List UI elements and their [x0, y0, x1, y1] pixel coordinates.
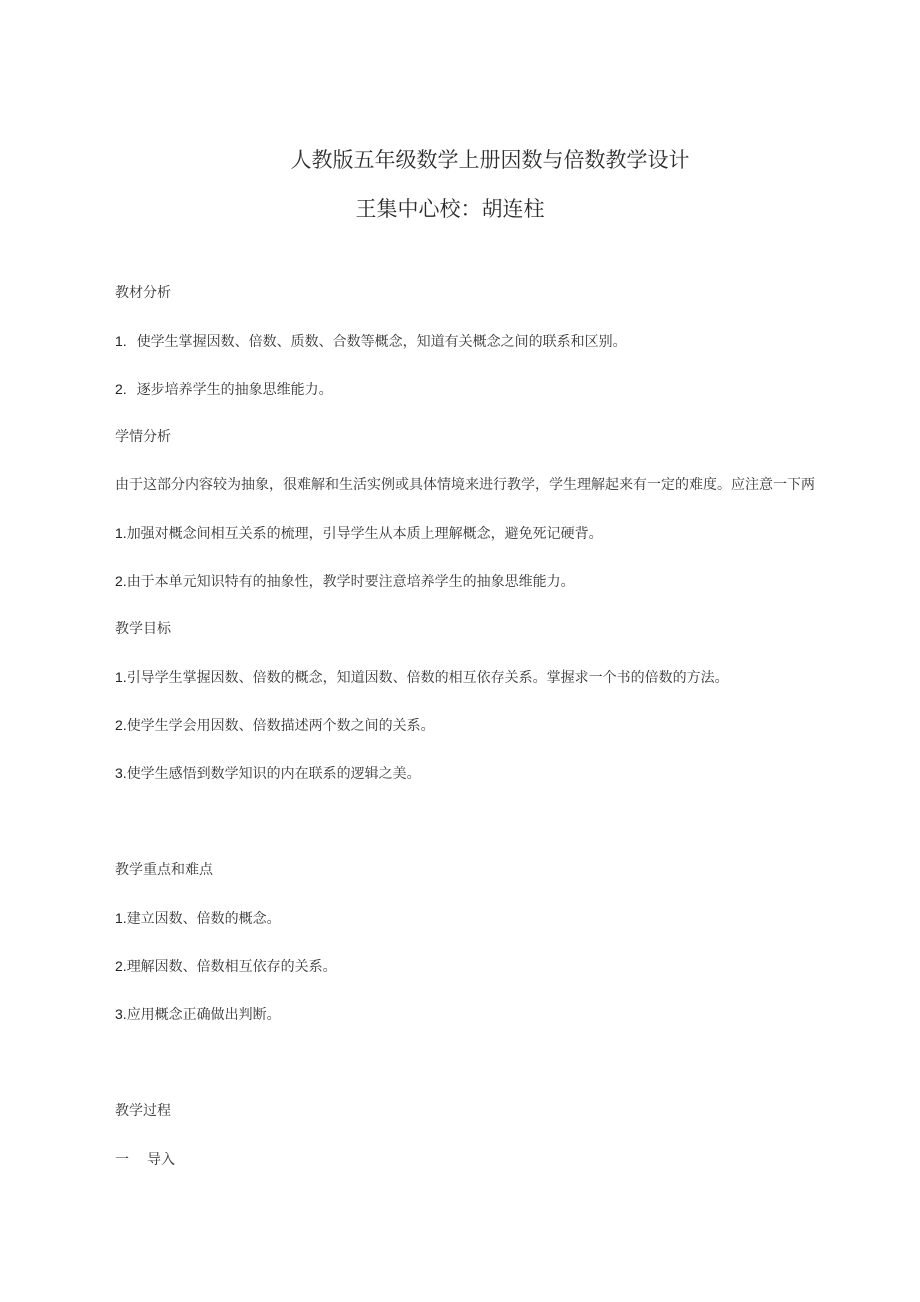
item-number: 2.	[115, 573, 127, 589]
section-heading-student: 学情分析	[115, 429, 171, 445]
item-number: 2.	[115, 381, 127, 397]
process-step	[115, 1150, 175, 1170]
document-title: 人教版五年级数学上册因数与倍数教学设计	[290, 148, 690, 172]
list-item	[115, 331, 627, 352]
list-item	[115, 571, 575, 592]
list-item	[115, 667, 729, 688]
item-number: 2.	[115, 958, 127, 974]
section-heading-material: 教材分析	[115, 285, 171, 301]
item-number: 1.	[115, 525, 127, 541]
item-number: 1.	[115, 910, 127, 926]
item-text: 使学生学会用因数、倍数描述两个数之间的关系。	[126, 718, 435, 734]
item-text: 使学生掌握因数、倍数、质数、合数等概念，知道有关概念之间的联系和区别。	[136, 334, 627, 350]
item-text: 加强对概念间相互关系的梳理，引导学生从本质上理解概念，避免死记硬背。	[126, 526, 603, 542]
item-text: 由于本单元知识特有的抽象性，教学时要注意培养学生的抽象思维能力。	[126, 574, 575, 590]
item-text: 理解因数、倍数相互依存的关系。	[126, 959, 337, 975]
list-item	[115, 1004, 281, 1025]
step-number: 一	[115, 1152, 129, 1168]
list-item	[115, 715, 435, 736]
section-heading-process: 教学过程	[115, 1103, 171, 1119]
item-number: 3.	[115, 765, 127, 781]
item-text: 使学生感悟到数学知识的内在联系的逻辑之美。	[126, 766, 421, 782]
item-text: 引导学生掌握因数、倍数的概念，知道因数、倍数的相互依存关系。掌握求一个书的倍数的方法。	[126, 670, 729, 686]
step-text: 导入	[147, 1152, 175, 1168]
document-author: 王集中心校：胡连柱	[355, 197, 545, 221]
item-number: 1.	[115, 333, 127, 349]
section-heading-goals: 教学目标	[115, 621, 171, 637]
item-number: 2.	[115, 717, 127, 733]
item-text: 逐步培养学生的抽象思维能力。	[136, 382, 333, 398]
list-item	[115, 379, 333, 400]
item-number: 1.	[115, 669, 127, 685]
paragraph: 由于这部分内容较为抽象，很难解和生活实例或具体情境来进行教学，学生理解起来有一定的难度。应注意一下两	[115, 477, 815, 493]
section-heading-key-points: 教学重点和难点	[115, 862, 213, 878]
item-text: 建立因数、倍数的概念。	[126, 911, 281, 927]
item-text: 应用概念正确做出判断。	[126, 1007, 281, 1023]
list-item	[115, 956, 337, 977]
list-item	[115, 908, 281, 929]
list-item	[115, 763, 421, 784]
list-item	[115, 523, 603, 544]
item-number: 3.	[115, 1006, 127, 1022]
